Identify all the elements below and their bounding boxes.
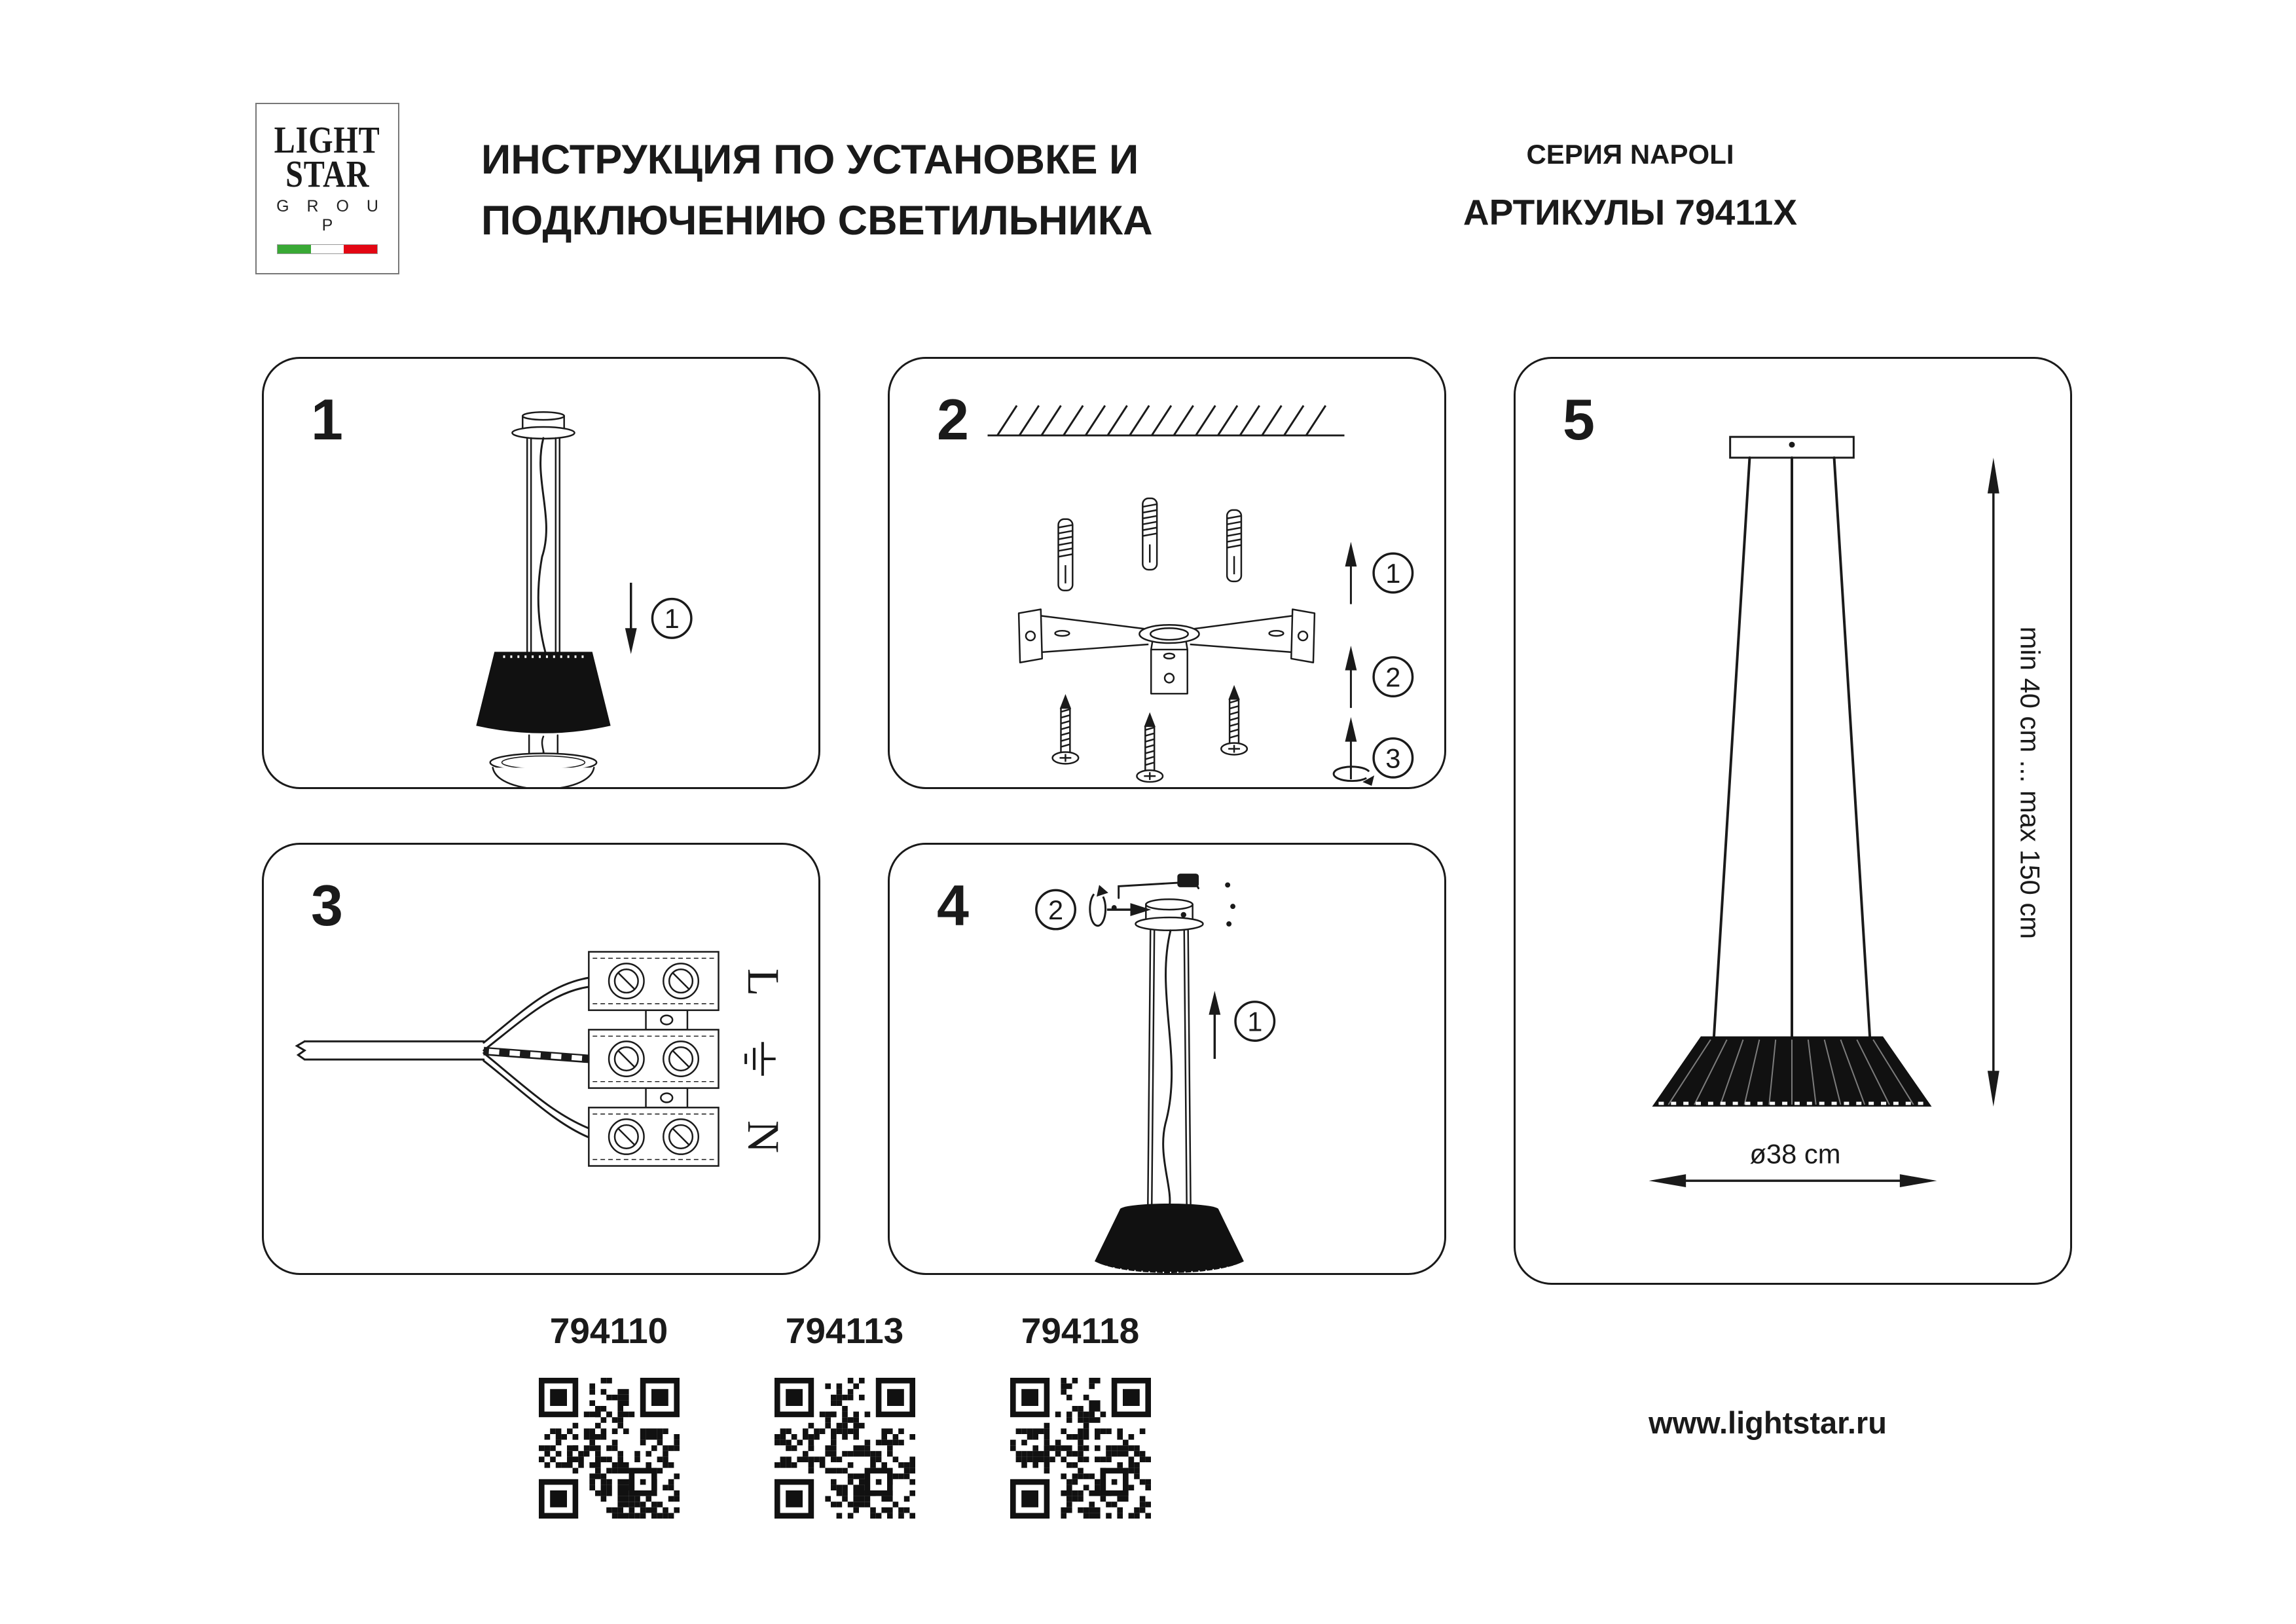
terminal-block bbox=[589, 952, 718, 1166]
arrow-right-icon bbox=[1107, 903, 1151, 916]
screw bbox=[1137, 714, 1163, 782]
svg-text:3: 3 bbox=[1385, 743, 1401, 774]
qr-code bbox=[1010, 1378, 1151, 1519]
rotate-icon bbox=[1090, 894, 1106, 925]
article-794110-block bbox=[538, 1310, 680, 1519]
mounting-bracket bbox=[1019, 609, 1315, 693]
step-3-panel bbox=[262, 843, 820, 1275]
svg-text:1: 1 bbox=[1247, 1006, 1263, 1037]
step-number: 5 bbox=[1563, 387, 1595, 452]
diameter-dimension bbox=[1649, 1138, 1937, 1187]
svg-text:ø38 cm: ø38 cm bbox=[1749, 1138, 1841, 1170]
svg-text:1: 1 bbox=[664, 603, 680, 635]
article-number: 794110 bbox=[549, 1310, 668, 1351]
step-number: 3 bbox=[311, 873, 343, 938]
article-794113-block bbox=[774, 1310, 915, 1519]
callout-1 bbox=[1235, 1002, 1274, 1041]
step-3-wiring-drawing bbox=[264, 845, 818, 1273]
step-number: 1 bbox=[311, 387, 343, 452]
wall-anchor bbox=[1059, 519, 1073, 591]
arrow-up-icon bbox=[1345, 542, 1357, 604]
callout-3 bbox=[1374, 739, 1412, 777]
flag-green bbox=[278, 245, 311, 253]
step-2-drawing bbox=[890, 359, 1444, 787]
article-number: 794113 bbox=[785, 1310, 904, 1351]
step-4-drawing bbox=[890, 845, 1444, 1273]
lightstar-logo bbox=[255, 103, 399, 274]
qr-code bbox=[538, 1378, 680, 1519]
italian-flag-icon bbox=[277, 244, 378, 254]
step-5-panel bbox=[1514, 357, 2072, 1285]
website-url: www.lightstar.ru bbox=[1649, 1405, 1887, 1440]
title-line-1: ИНСТРУКЦИЯ ПО УСТАНОВКЕ И bbox=[481, 137, 1139, 183]
logo-group: G R O U P bbox=[276, 196, 385, 234]
live-label: L bbox=[738, 968, 789, 997]
step-1-panel bbox=[262, 357, 820, 789]
svg-text:2: 2 bbox=[1048, 894, 1064, 925]
step-4-panel bbox=[888, 843, 1446, 1275]
step-5-dimension-drawing bbox=[1516, 359, 2070, 1283]
svg-text:2: 2 bbox=[1385, 661, 1401, 693]
arrow-down-icon bbox=[625, 583, 637, 654]
callout-2 bbox=[1036, 890, 1075, 929]
callout-1 bbox=[652, 599, 691, 638]
series-name: СЕРИЯ NAPOLI bbox=[1526, 139, 1734, 170]
wall-anchor bbox=[1142, 498, 1157, 570]
flag-white bbox=[311, 245, 344, 253]
qr-code bbox=[774, 1378, 915, 1519]
step-number: 2 bbox=[937, 387, 969, 452]
page-title bbox=[481, 130, 1153, 251]
screw bbox=[1221, 687, 1247, 754]
article-794118-block bbox=[1010, 1310, 1151, 1519]
flag-red bbox=[344, 245, 377, 253]
articles-title: АРТИКУЛЫ 79411X bbox=[1463, 192, 1798, 232]
logo-light: LIGHT bbox=[274, 119, 380, 162]
step-2-panel bbox=[888, 357, 1446, 789]
wall-anchor bbox=[1227, 510, 1241, 581]
article-number: 794118 bbox=[1021, 1310, 1140, 1351]
neutral-label: N bbox=[738, 1120, 789, 1153]
arrow-up-icon bbox=[1209, 991, 1220, 1059]
ceiling-hatch bbox=[988, 405, 1345, 435]
height-dimension bbox=[1988, 458, 2046, 1107]
screw bbox=[1053, 696, 1079, 764]
series-block bbox=[1440, 139, 1820, 233]
logo-star: STAR bbox=[285, 152, 370, 195]
earth-wire bbox=[484, 1051, 589, 1059]
callout-1 bbox=[1374, 553, 1412, 592]
step-1-drawing bbox=[264, 359, 818, 787]
arrow-up-icon bbox=[1345, 646, 1357, 708]
svg-text:min 40 cm ... max 150 cm: min 40 cm ... max 150 cm bbox=[2014, 626, 2046, 940]
arrow-up-icon bbox=[1345, 717, 1357, 779]
title-line-2: ПОДКЛЮЧЕНИЮ СВЕТИЛЬНИКА bbox=[481, 197, 1153, 244]
callout-2 bbox=[1374, 657, 1412, 696]
earth-ground-icon bbox=[746, 1042, 776, 1076]
step-number: 4 bbox=[937, 873, 969, 938]
svg-text:1: 1 bbox=[1385, 557, 1401, 589]
